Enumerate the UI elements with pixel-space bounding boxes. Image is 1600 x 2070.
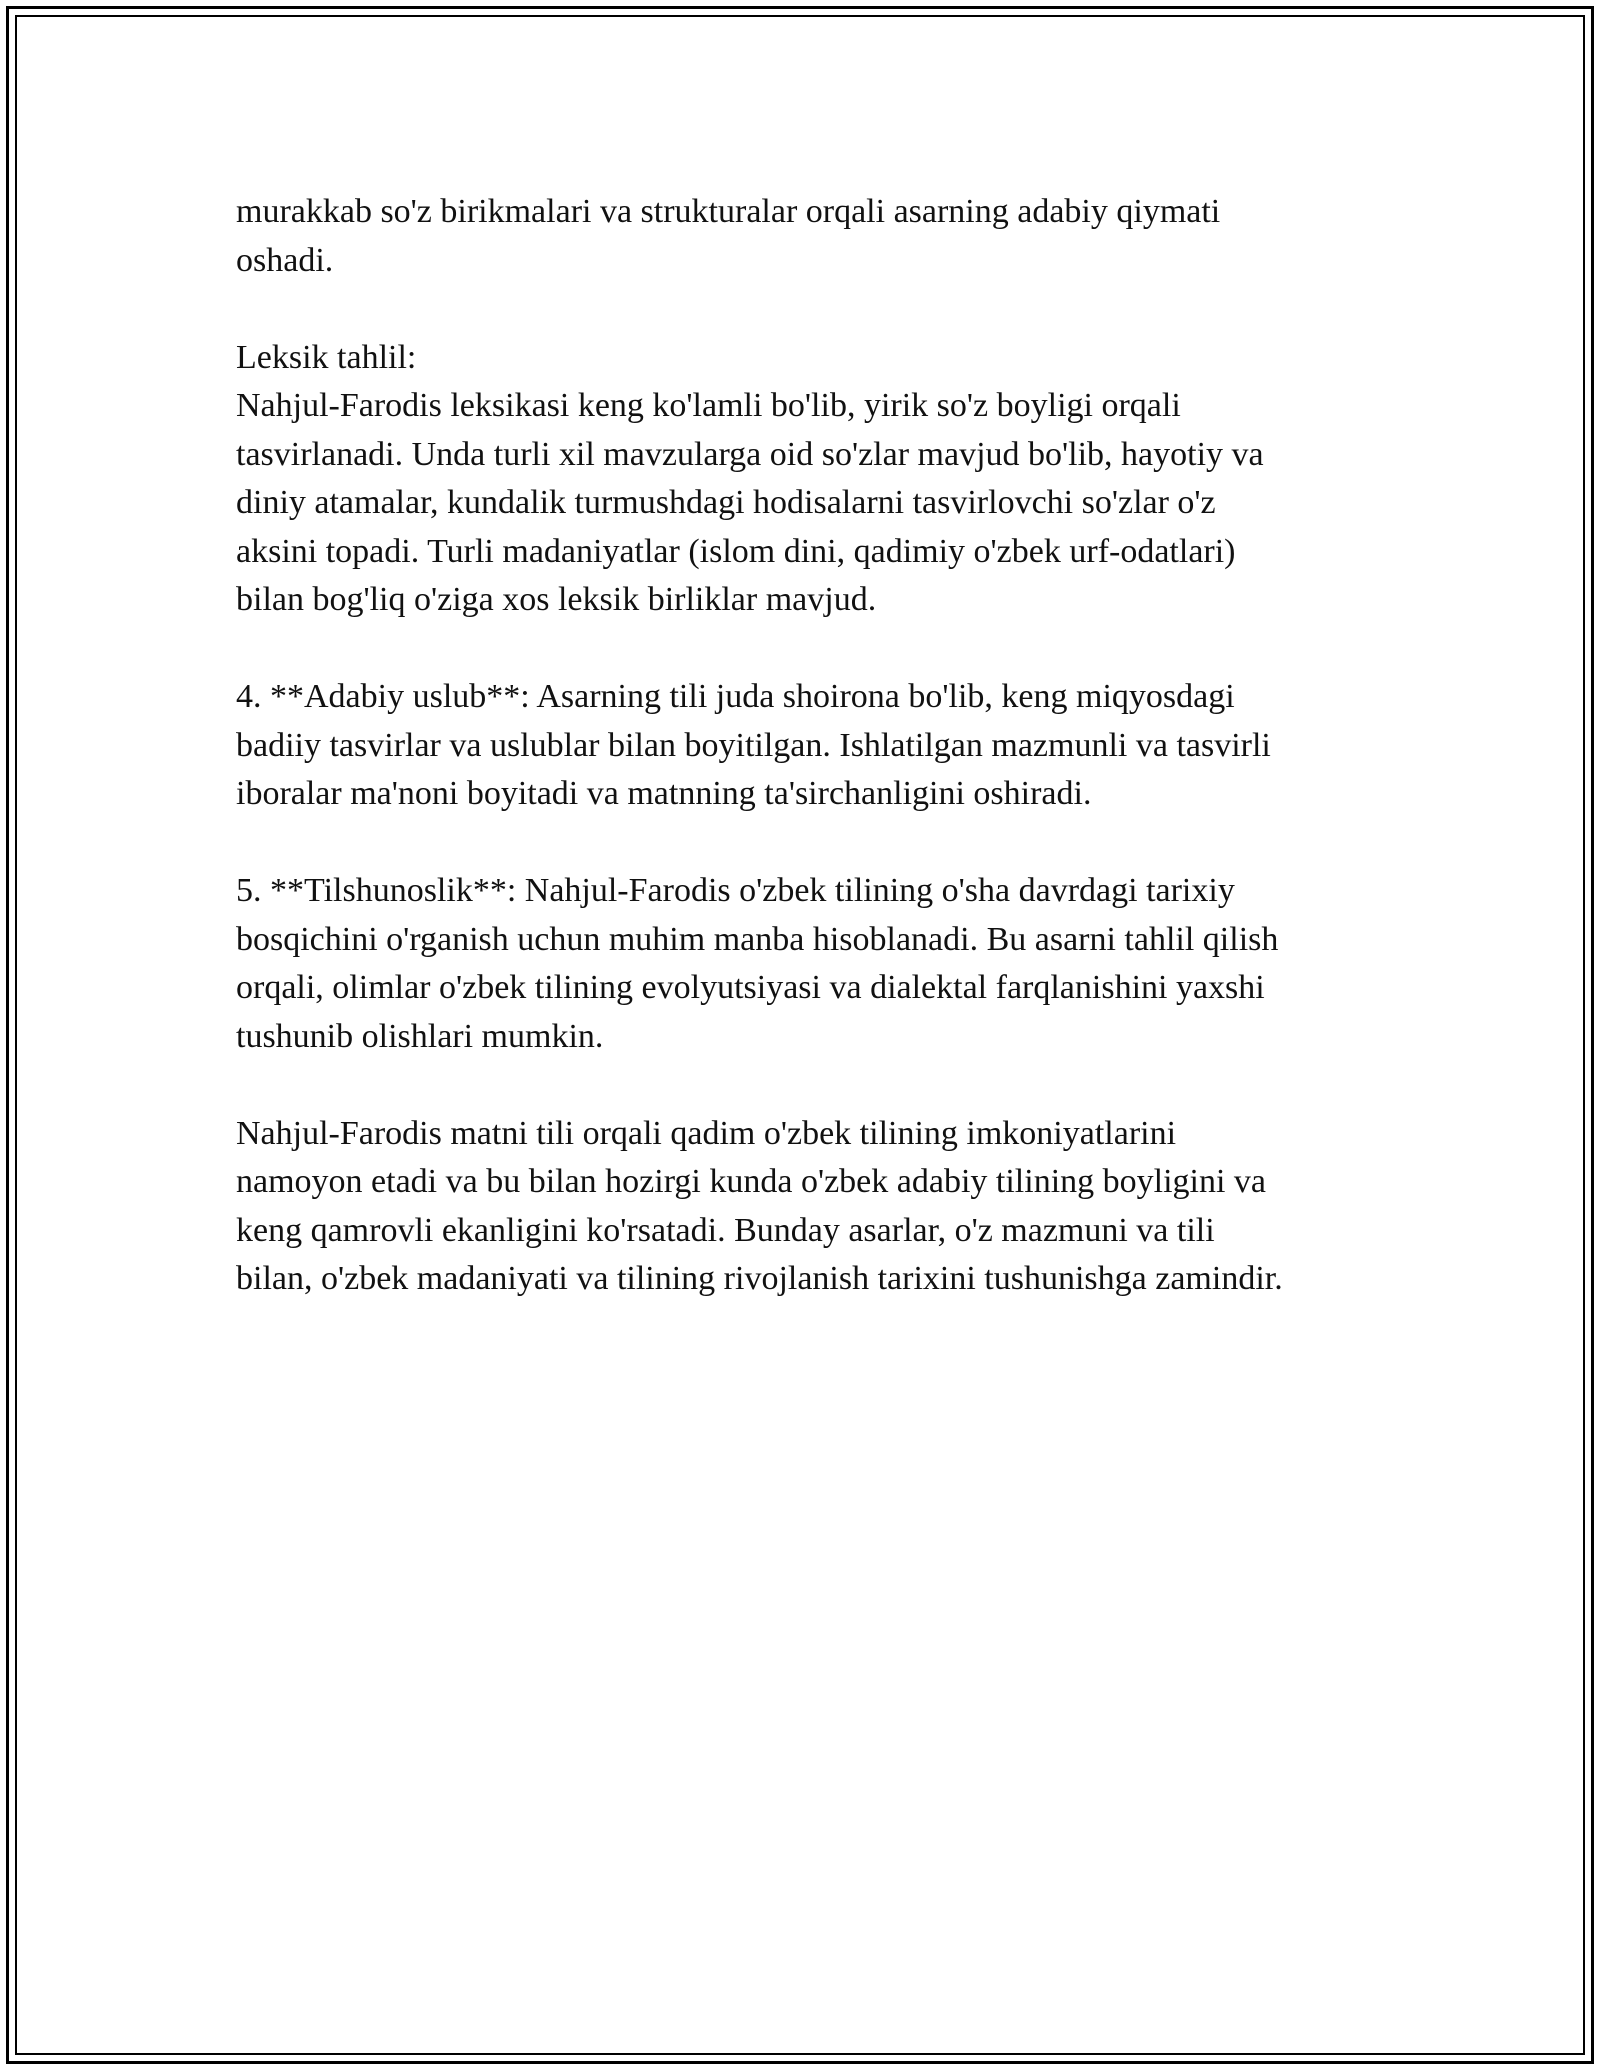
paragraph-conclusion: [236, 1110, 1436, 1304]
text-line: Nahjul-Farodis matni tili orqali qadim o'zbek tilining imkoniyatlarini: [236, 1114, 1177, 1152]
text-line: bilan bog'liq o'ziga xos leksik birliklar mavjud.: [236, 581, 877, 618]
paragraph-literary-style: [236, 673, 1436, 819]
text-line: Nahjul-Farodis leksikasi keng ko'lamli bo'lib, yirik so'z boyligi orqali: [236, 387, 1181, 424]
text-line: 5. **Tilshunoslik**: Nahjul-Farodis o'zbek tilining o'sha davrdagi tarixiy: [236, 872, 1235, 909]
section-heading: Leksik tahlil:: [236, 338, 417, 376]
paragraph-linguistics: [236, 867, 1436, 1061]
text-line: aksini topadi. Turli madaniyatlar (islom dini, qadimiy o'zbek urf-odatlari): [236, 532, 1236, 570]
text-line: iboralar ma'noni boyitadi va matnning ta'sirchanligini oshiradi.: [236, 775, 1092, 812]
text-line: namoyon etadi va bu bilan hozirgi kunda o'zbek adabiy tilining boyligini va: [236, 1163, 1267, 1200]
text-line: oshadi.: [236, 241, 334, 279]
text-line: keng qamrovli ekanligini ko'rsatadi. Bunday asarlar, o'z mazmuni va tili: [236, 1211, 1215, 1249]
paragraph-continuation: [236, 188, 1436, 285]
text-line: tasvirlanadi. Unda turli xil mavzularga oid so'zlar mavjud bo'lib, hayotiy va: [236, 435, 1264, 473]
text-line: 4. **Adabiy uslub**: Asarning tili juda shoirona bo'lib, keng miqyosdagi: [236, 678, 1235, 715]
document-body: [236, 188, 1436, 1352]
text-line: bilan, o'zbek madaniyati va tilining rivojlanish tarixini tushunishga zamindir.: [236, 1260, 1283, 1297]
text-line: murakkab so'z birikmalari va strukturalar orqali asarning adabiy qiymati: [236, 193, 1221, 230]
text-line: badiiy tasvirlar va uslublar bilan boyitilgan. Ishlatilgan mazmunli va tasvirli: [236, 726, 1271, 764]
paragraph-lexical-analysis: [236, 334, 1436, 625]
text-line: tushunib olishlari mumkin.: [236, 1017, 604, 1055]
text-line: orqali, olimlar o'zbek tilining evolyutsiyasi va dialektal farqlanishini yaxshi: [236, 969, 1265, 1006]
text-line: bosqichini o'rganish uchun muhim manba hisoblanadi. Bu asarni tahlil qilish: [236, 920, 1279, 958]
text-line: diniy atamalar, kundalik turmushdagi hodisalarni tasvirlovchi so'zlar o'z: [236, 484, 1216, 521]
